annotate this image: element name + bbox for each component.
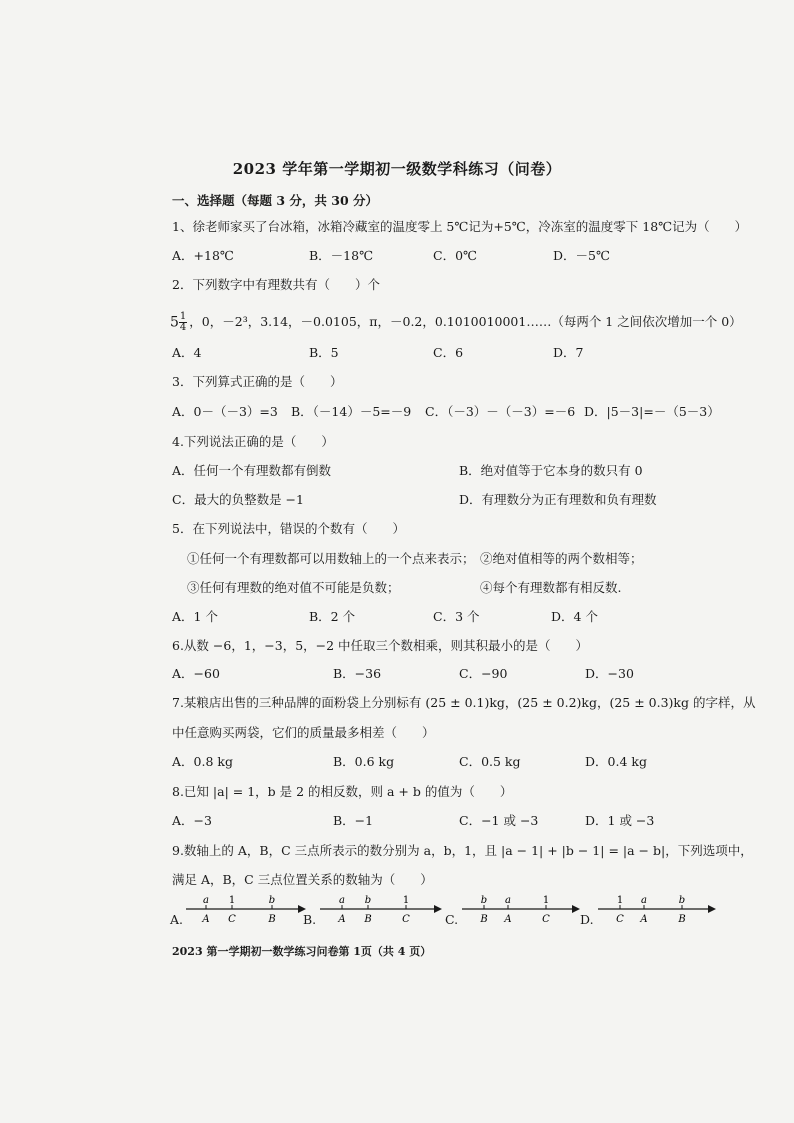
point-label: B: [268, 914, 276, 925]
number-list-rest: ，0，－2³，3.14，－0.0105，π，－0.2，0.1010010001……（每两个 1 之间依次增加一个 0）: [189, 314, 742, 329]
question-7-option-c[interactable]: C．0.5 kg: [459, 754, 521, 769]
question-3-option-b[interactable]: B．（－14）－5=－9: [291, 404, 412, 419]
question-5-statement-3: ③任何有理数的绝对值不可能是负数；: [187, 580, 400, 595]
question-9-stem-continued: 满足 A，B，C 三点位置关系的数轴为（ ）: [172, 872, 433, 887]
number-line-c: [462, 893, 580, 933]
question-4-option-d[interactable]: D．有理数分为正有理数和负有理数: [459, 492, 657, 507]
question-9-stem: 9.数轴上的 A，B，C 三点所表示的数分别为 a，b，1，且 |a − 1| + |b − 1| = |a − b|，下列选项中，: [172, 843, 753, 858]
question-5-option-a[interactable]: A．1 个: [172, 609, 218, 624]
question-1-stem: 1、徐老师家买了台冰箱，冰箱冷藏室的温度零上 5℃记为+5℃，冷冻室的温度零下 18℃记为（ ）: [172, 219, 748, 234]
tick-label-top: 1: [228, 895, 236, 906]
question-7-option-a[interactable]: A．0.8 kg: [172, 754, 233, 769]
question-4-stem: 4.下列说法正确的是（ ）: [172, 434, 334, 449]
point-label: B: [364, 914, 372, 925]
fraction: [179, 312, 187, 333]
question-7-option-d[interactable]: D．0.4 kg: [585, 754, 647, 769]
tick-label-top: a: [641, 895, 647, 906]
point-label: A: [640, 914, 648, 925]
question-8-stem: 8.已知 |a| = 1，b 是 2 的相反数，则 a + b 的值为（ ）: [172, 784, 513, 799]
question-3-option-c[interactable]: C．（－3）－（－3）=－6: [425, 404, 576, 419]
question-5-statement-1: ①任何一个有理数都可以用数轴上的一个点来表示；: [187, 551, 475, 566]
tick-label-top: b: [268, 895, 276, 906]
question-5-statement-4: ④每个有理数都有相反数.: [480, 580, 622, 595]
question-6-option-c[interactable]: C．−90: [459, 666, 508, 681]
tick-label-top: a: [203, 895, 209, 906]
question-2-stem: 2．下列数字中有理数共有（ ）个: [172, 277, 380, 292]
point-label: B: [480, 914, 488, 925]
tick-label-top: 1: [616, 895, 624, 906]
tick-label-top: b: [678, 895, 686, 906]
question-1-option-d[interactable]: D．－5℃: [553, 248, 610, 263]
number-line-b-svg: [320, 893, 442, 929]
question-6-stem: 6.从数 −6，1，−3，5，−2 中任取三个数相乘，则其积最小的是（ ）: [172, 638, 589, 653]
point-label: C: [228, 914, 236, 925]
point-label: C: [402, 914, 410, 925]
question-8-option-a[interactable]: A．−3: [172, 813, 212, 828]
question-1-option-c[interactable]: C．0℃: [433, 248, 478, 263]
question-7-option-b[interactable]: B．0.6 kg: [333, 754, 395, 769]
tick-label-top: 1: [542, 895, 550, 906]
page-footer: 2023 第一学期初一数学练习问卷第 1页（共 4 页）: [172, 945, 432, 958]
question-6-option-a[interactable]: A．−60: [172, 666, 220, 681]
question-5-option-c[interactable]: C．3 个: [433, 609, 480, 624]
number-line-c-svg: [462, 893, 580, 929]
question-1-option-b[interactable]: B．－18℃: [309, 248, 374, 263]
question-2-option-d[interactable]: D．7: [553, 345, 584, 360]
question-4-option-a[interactable]: A．任何一个有理数都有倒数: [172, 463, 332, 478]
question-5-option-d[interactable]: D．4 个: [551, 609, 598, 624]
number-line-d: [598, 893, 716, 933]
question-5-statement-2: ②绝对值相等的两个数相等；: [480, 551, 643, 566]
section-heading: 一、选择题（每题 3 分，共 30 分）: [172, 193, 379, 208]
page-title: 2023 学年第一学期初一级数学科练习（问卷）: [232, 160, 562, 178]
tick-label-top: a: [339, 895, 345, 906]
question-5-option-b[interactable]: B．2 个: [309, 609, 356, 624]
question-3-stem: 3．下列算式正确的是（ ）: [172, 374, 343, 389]
point-label: C: [542, 914, 550, 925]
fraction-numerator: 1: [179, 311, 187, 322]
question-9-option-a[interactable]: A.: [170, 912, 184, 927]
question-1-option-a[interactable]: A．+18℃: [172, 248, 234, 263]
question-9-option-c[interactable]: C.: [445, 912, 459, 927]
question-8-option-b[interactable]: B．−1: [333, 813, 374, 828]
question-9-option-d[interactable]: D.: [580, 912, 594, 927]
question-4-option-b[interactable]: B．绝对值等于它本身的数只有 0: [459, 463, 643, 478]
point-label: A: [202, 914, 210, 925]
question-6-option-b[interactable]: B．−36: [333, 666, 382, 681]
question-4-option-c[interactable]: C．最大的负整数是 −1: [172, 492, 304, 507]
question-7-stem-continued: 中任意购买两袋，它们的质量最多相差（ ）: [172, 725, 435, 740]
question-9-option-b[interactable]: B.: [303, 912, 317, 927]
question-5-stem: 5．在下列说法中，错误的个数有（ ）: [172, 521, 405, 536]
question-3-option-d[interactable]: D．|5－3|=－（5－3）: [584, 404, 720, 419]
tick-label-top: 1: [402, 895, 410, 906]
question-3-option-a[interactable]: A．0－（－3）=3: [172, 404, 278, 419]
question-8-option-d[interactable]: D．1 或 −3: [585, 813, 655, 828]
tick-label-top: b: [480, 895, 488, 906]
question-2-option-a[interactable]: A．4: [172, 345, 202, 360]
question-7-stem: 7.某粮店出售的三种品牌的面粉袋上分别标有 (25 ± 0.1)kg，(25 ± 0.2)kg，(25 ± 0.3)kg 的字样，从: [172, 695, 756, 710]
number-line-a-svg: [186, 893, 306, 929]
question-8-option-c[interactable]: C．−1 或 −3: [459, 813, 539, 828]
question-2-option-b[interactable]: B．5: [309, 345, 339, 360]
tick-label-top: b: [364, 895, 372, 906]
number-line-d-svg: [598, 893, 716, 929]
tick-label-top: a: [505, 895, 511, 906]
question-2-number-list: [170, 312, 742, 333]
question-6-option-d[interactable]: D．−30: [585, 666, 634, 681]
question-2-option-c[interactable]: C．6: [433, 345, 464, 360]
point-label: C: [616, 914, 624, 925]
point-label: A: [504, 914, 512, 925]
point-label: B: [678, 914, 686, 925]
point-label: A: [338, 914, 346, 925]
fraction-denominator: 4: [179, 322, 187, 333]
mixed-number-whole: 5: [170, 314, 179, 331]
number-line-b: [320, 893, 442, 933]
number-line-a: [186, 893, 306, 933]
